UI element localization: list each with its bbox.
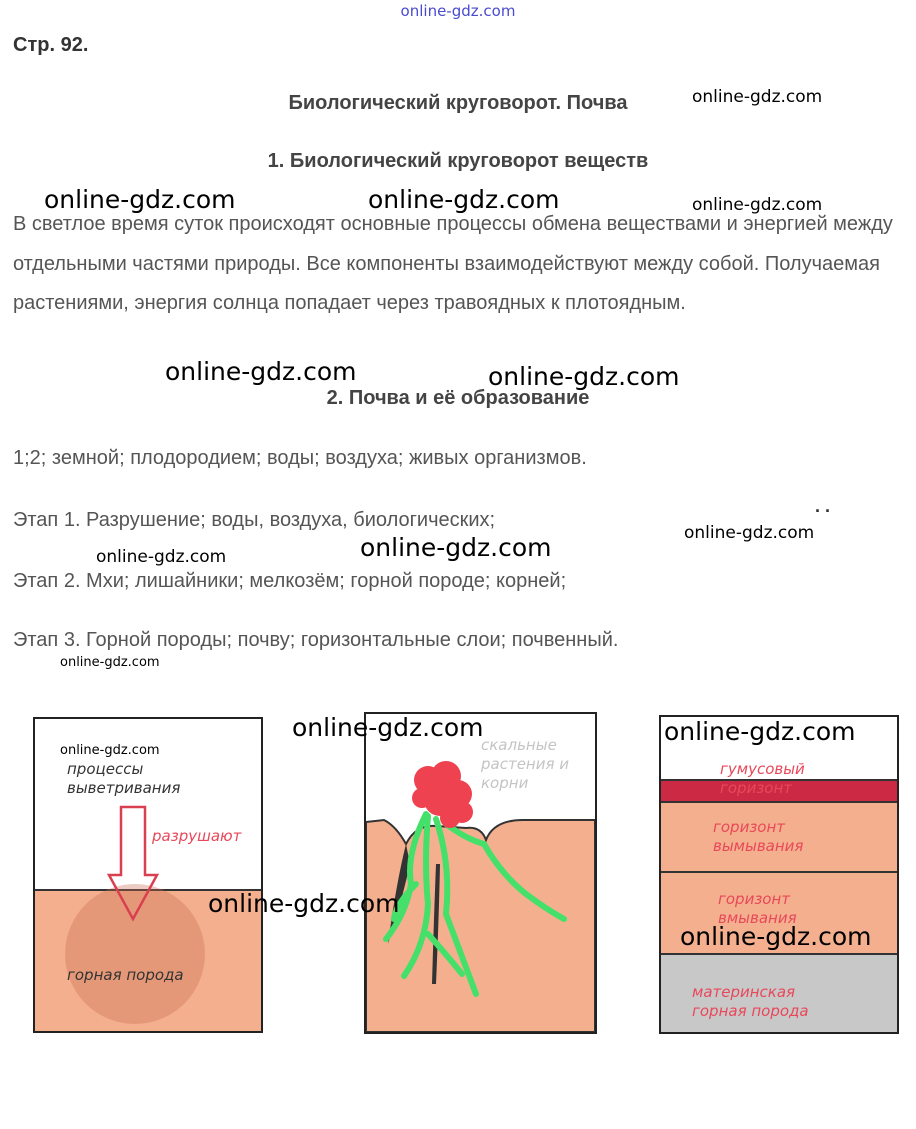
watermark: online-gdz.com <box>360 533 552 562</box>
watermark: online-gdz.com <box>680 922 872 951</box>
watermark: online-gdz.com <box>208 889 400 918</box>
stage3-text: Этап 3. Горной породы; почву; горизонтальные слои; почвенный. <box>13 629 619 651</box>
stage1-text: Этап 1. Разрушение; воды, воздуха, биологических; <box>13 509 496 531</box>
watermark: online-gdz.com <box>664 717 856 746</box>
illuvial-label: горизонт вмывания <box>718 890 797 927</box>
stray-dots: . . <box>815 496 831 516</box>
stage2-text: Этап 2. Мхи; лишайники; мелкозём; горной породе; корней; <box>13 570 567 592</box>
section2-heading: 2. Почва и её образование <box>326 387 590 409</box>
watermark: online-gdz.com <box>368 185 560 214</box>
top-watermark: online-gdz.com <box>400 2 516 20</box>
watermark: online-gdz.com <box>684 523 815 543</box>
section2-answer: 1;2; земной; плодородием; воды; воздуха; живых организмов. <box>13 447 587 469</box>
weathering-label: процессы выветривания <box>67 760 181 797</box>
humus-label: гумусовый горизонт <box>720 760 805 797</box>
watermark: online-gdz.com <box>96 547 227 567</box>
watermark: online-gdz.com <box>60 743 160 758</box>
watermark: online-gdz.com <box>165 357 357 386</box>
rock-label: горная порода <box>67 966 184 984</box>
eluvial-label: горизонт вымывания <box>713 818 804 855</box>
watermark: online-gdz.com <box>44 185 236 214</box>
watermark: online-gdz.com <box>692 87 823 107</box>
watermark: online-gdz.com <box>692 195 823 215</box>
section1-heading: 1. Биологический круговорот веществ <box>267 150 649 172</box>
watermark: online-gdz.com <box>60 655 160 670</box>
down-arrow-icon <box>105 805 161 923</box>
page-title: Биологический круговорот. Почва <box>288 92 628 114</box>
section1-text: В светлое время суток происходят основные процессы обмена веществами и энергией между отдельными частями природы. Все компоненты взаимодействуют между собой. Получаемая растениями, энергия солнца попадает через травоядных к плотоядным. <box>13 213 893 314</box>
destroy-label: разрушают <box>152 827 242 845</box>
parent-rock-label: материнская горная порода <box>692 983 809 1020</box>
watermark: online-gdz.com <box>292 713 484 742</box>
page-reference: Стр. 92. <box>13 34 89 56</box>
watermark: online-gdz.com <box>488 362 680 391</box>
plants-label: скальные растения и корни <box>481 736 570 792</box>
